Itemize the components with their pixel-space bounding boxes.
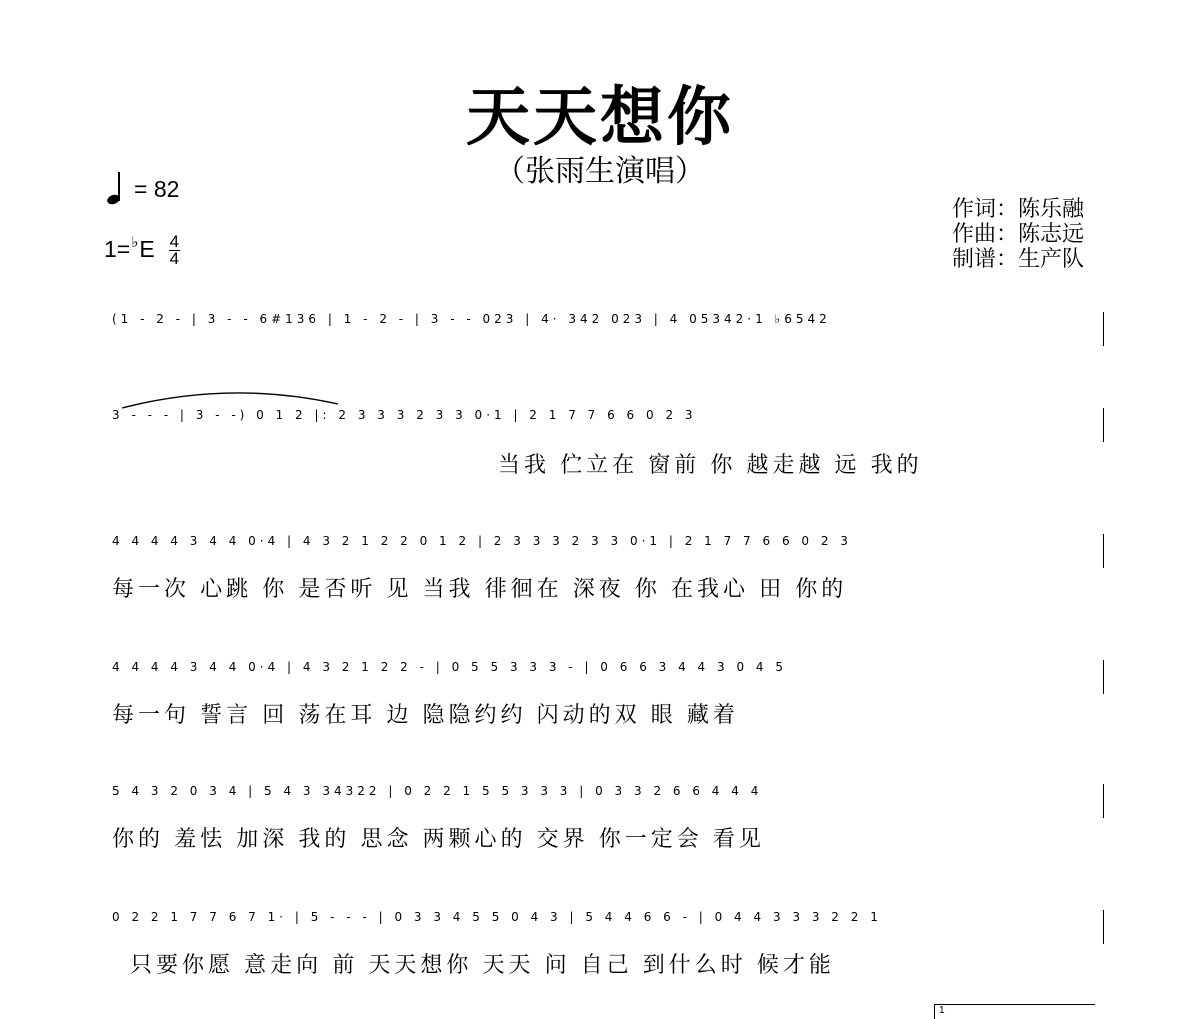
notation-line: 4 4 4 4 3 4 4 0·4 | 4 3 2 1 2 2 - | 0 5 5 3 3 3 - | 0 6 6 3 4 4 3 0 4 5: [112, 660, 787, 674]
time-sig-top: 4: [169, 232, 180, 251]
lyric-line-4: 你的 羞怯 加深 我的 思念 两颗心的 交界 你一定会 看见: [112, 826, 765, 851]
time-sig-bottom: 4: [169, 249, 180, 268]
song-title: 天天想你: [466, 81, 734, 153]
notation-line: (1 - 2 - | 3 - - 6#136 | 1 - 2 - | 3 - - 023 | 4· 342 023 | 4 05342·1 ♭6542: [112, 312, 831, 326]
song-subtitle: （张雨生演唱）: [495, 155, 705, 188]
key-signature: [104, 230, 180, 268]
time-signature: [169, 234, 180, 267]
page-number: 1: [939, 1005, 945, 1016]
page-number-box: [934, 1004, 1095, 1019]
score-row-5: [112, 784, 1102, 820]
composer-credit: 作曲：陈志远: [952, 221, 1085, 246]
lyric-line-3: 每一句 誓言 回 荡在耳 边 隐隐约约 闪动的双 眼 藏着: [112, 702, 739, 727]
bar-line: [1103, 784, 1105, 818]
score-row-3: [112, 534, 1102, 570]
credits: [952, 196, 1084, 271]
bar-line: [1103, 534, 1105, 568]
notation-line: 0 2 2 1 7 7 6 7 1· | 5 - - - | 0 3 3 4 5 5 0 4 3 | 5 4 4 6 6 - | 0 4 4 3 3 3 2 2 1: [112, 910, 882, 924]
tempo-marking: [106, 172, 179, 206]
quarter-note-icon: [106, 172, 126, 206]
notation-line: 5 4 3 2 0 3 4 | 5 4 3 34322 | 0 2 2 1 5 5 3 3 3 | 0 3 3 2 6 6 4 4 4: [112, 784, 763, 798]
bar-line: [1103, 408, 1105, 442]
tempo-value: = 82: [134, 175, 180, 202]
score-row-6: [112, 910, 1102, 946]
notation-line: 4 4 4 4 3 4 4 0·4 | 4 3 2 1 2 2 0 1 2 | 2 3 3 3 2 3 3 0·1 | 2 1 7 7 6 6 0 2 3: [112, 534, 852, 548]
lyric-line-1: 当我 伫立在 窗前 你 越走越 远 我的: [498, 452, 923, 477]
flat-sign: ♭: [131, 234, 139, 251]
lyricist-credit: 作词：陈乐融: [952, 196, 1085, 221]
score-row-4: [112, 660, 1102, 696]
key-note: E: [139, 236, 155, 262]
score-row-2: [112, 408, 1102, 444]
key-prefix: 1=: [104, 236, 131, 262]
transcriber-credit: 制谱：生产队: [952, 246, 1085, 271]
bar-line: [1103, 660, 1105, 694]
notation-line: 3 - - - | 3 - -) 0 1 2 |: 2 3 3 3 2 3 3 0·1 | 2 1 7 7 6 6 0 2 3: [112, 408, 697, 422]
bar-line: [1103, 312, 1105, 346]
lyric-line-2: 每一次 心跳 你 是否听 见 当我 徘徊在 深夜 你 在我心 田 你的: [112, 576, 848, 601]
lyric-line-5: 只要你愿 意走向 前 天天想你 天天 问 自己 到什么时 候才能: [130, 952, 835, 977]
bar-line: [1103, 910, 1105, 944]
score-row-1: [112, 312, 1102, 348]
tie-slur: [120, 386, 340, 410]
